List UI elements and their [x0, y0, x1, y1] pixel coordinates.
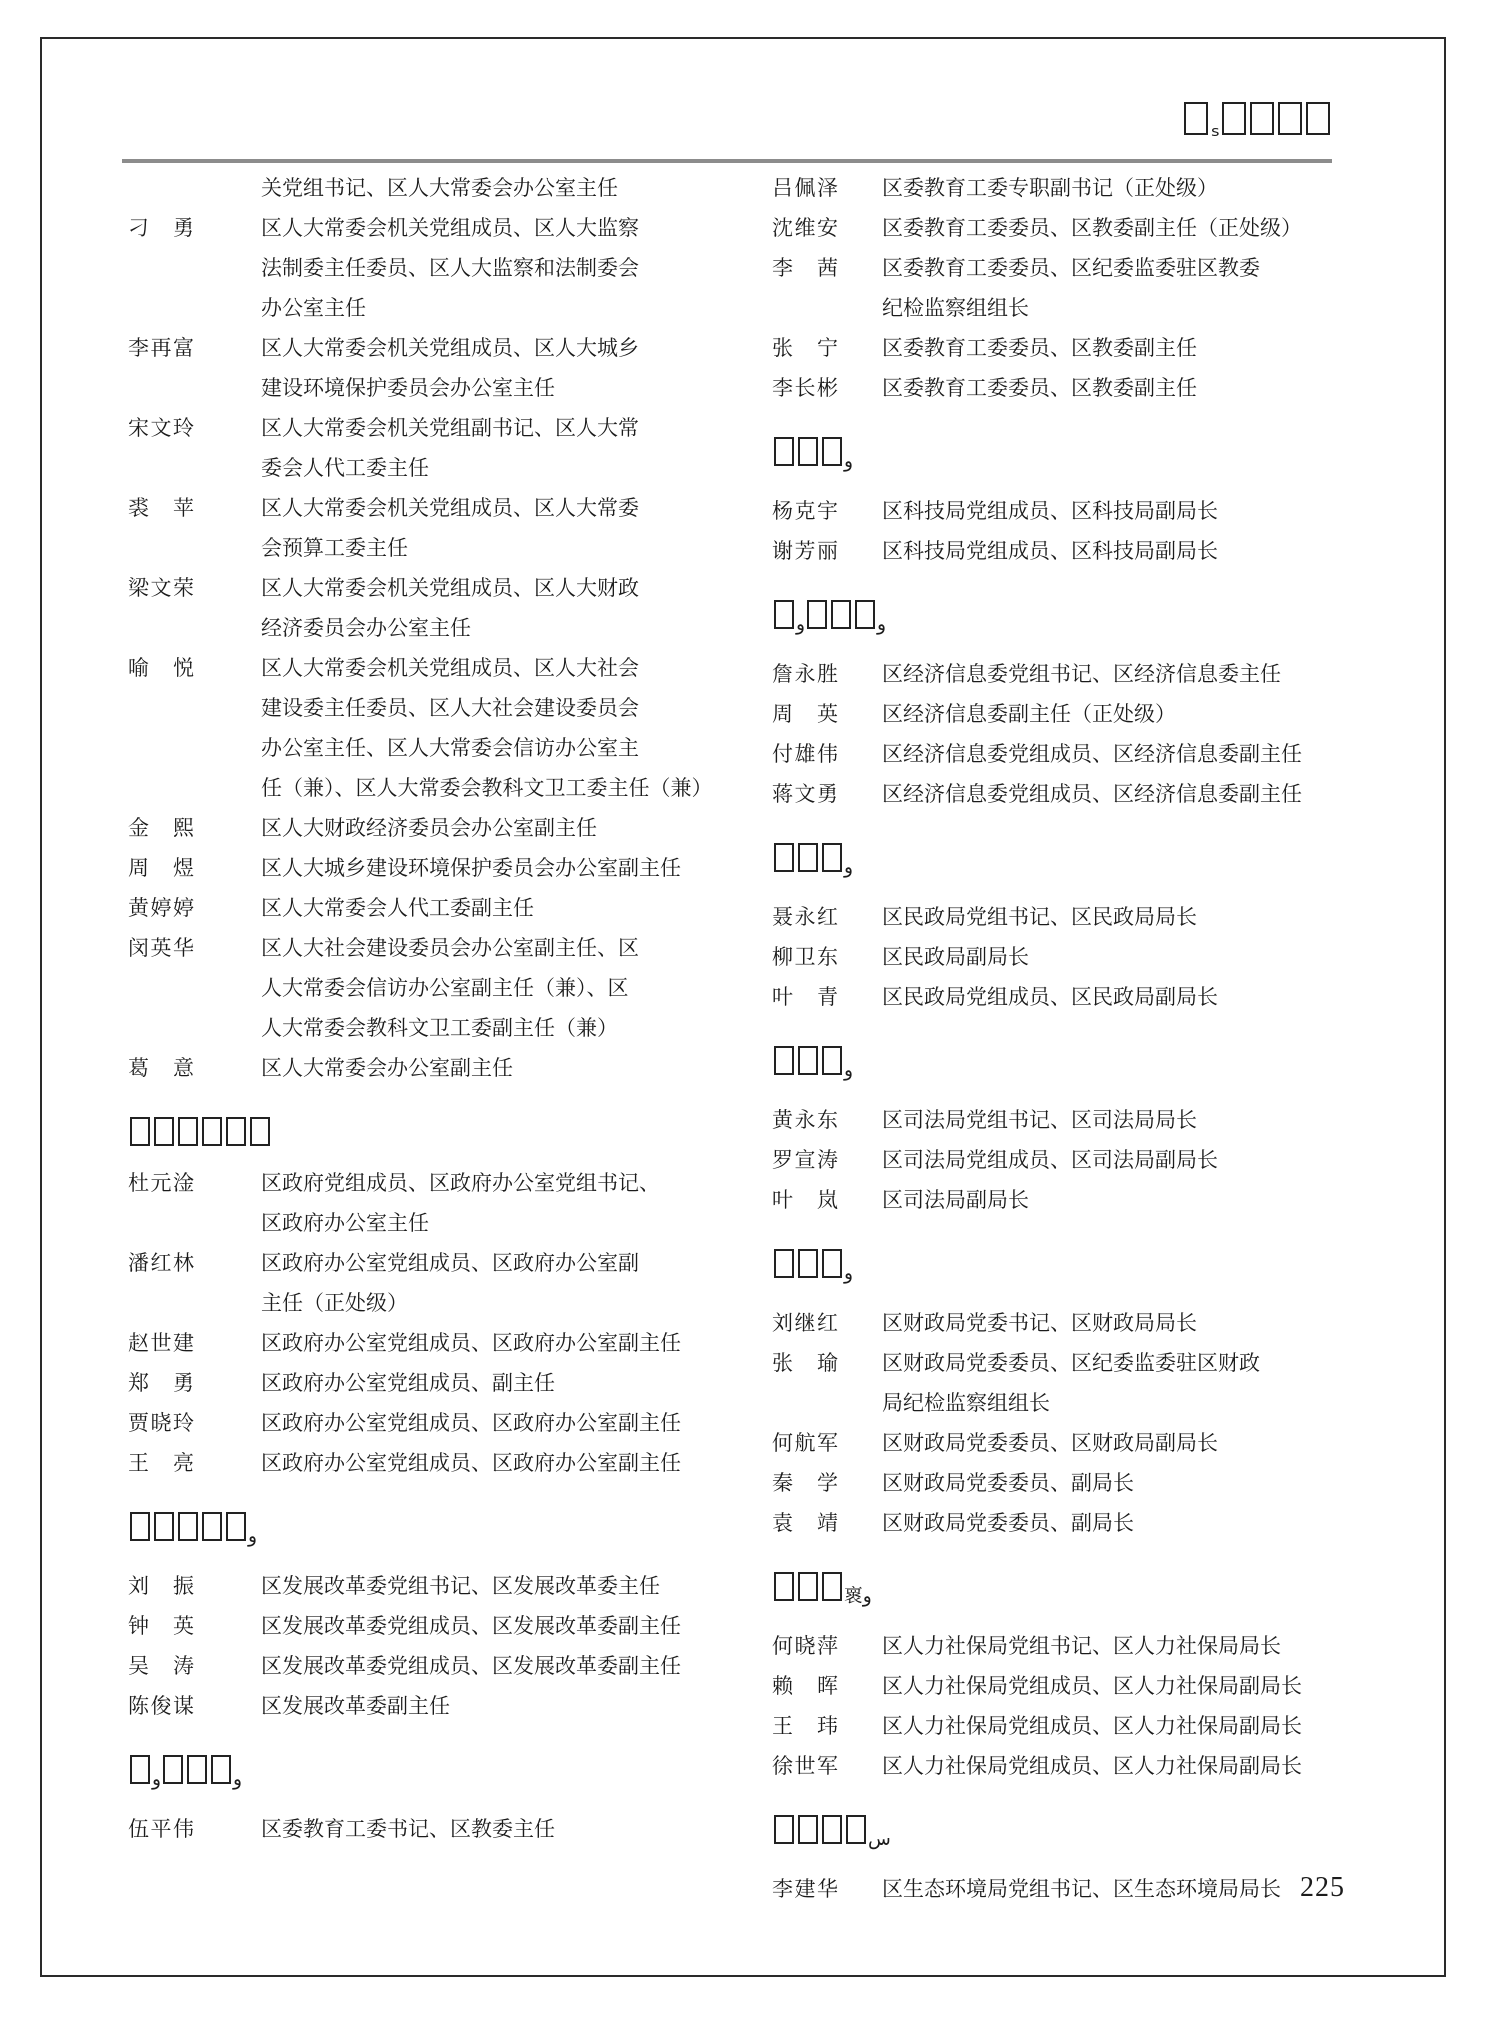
missing-glyph-box — [774, 437, 794, 466]
position-description — [261, 1243, 708, 1323]
position-description — [261, 488, 708, 568]
description-line: 纪检监察组组长 — [882, 296, 1029, 320]
person-name: 周煜 — [128, 856, 194, 880]
position-description — [261, 1443, 708, 1483]
missing-glyph-box — [831, 600, 851, 629]
description-line: 委会人代工委主任 — [261, 456, 429, 480]
position-description — [882, 1180, 1372, 1220]
person-name: 蒋文勇 — [772, 782, 838, 806]
missing-glyph-box — [154, 1117, 174, 1146]
position-description — [261, 1363, 708, 1403]
missing-glyph-box — [798, 843, 818, 872]
directory-entry — [128, 568, 708, 648]
person-name: 梁文荣 — [128, 576, 194, 600]
missing-glyph-box — [774, 1249, 794, 1278]
missing-glyph-box — [226, 1117, 246, 1146]
person-name: 秦学 — [772, 1471, 838, 1495]
person-name: 赵世建 — [128, 1331, 194, 1355]
description-line: 区人大城乡建设环境保护委员会办公室副主任 — [261, 856, 681, 880]
directory-entry — [772, 977, 1372, 1017]
description-line: 区人大常委会办公室副主任 — [261, 1056, 513, 1080]
person-name: 周英 — [772, 702, 838, 726]
description-line: 区人力社保局党组成员、区人力社保局副局长 — [882, 1754, 1302, 1778]
directory-entry — [128, 808, 708, 848]
description-line: 区民政局副局长 — [882, 945, 1029, 969]
odd-glyph: 褱 — [844, 1586, 863, 1607]
description-line: 区委教育工委委员、区纪委监委驻区教委 — [882, 256, 1260, 280]
missing-glyph-box — [798, 437, 818, 466]
person-name: 付雄伟 — [772, 742, 838, 766]
missing-glyph-box — [855, 600, 875, 629]
position-description — [261, 848, 708, 888]
position-description — [882, 1503, 1372, 1543]
directory-entry — [772, 1746, 1372, 1786]
directory-entry — [772, 897, 1372, 937]
person-name: 闵英华 — [128, 936, 194, 960]
position-description — [261, 1323, 708, 1363]
position-description — [261, 568, 708, 648]
section-header-tofu — [772, 434, 1372, 482]
person-name: 李再富 — [128, 336, 194, 360]
person-name: 杨克宇 — [772, 499, 838, 523]
page-number: 225 — [1300, 1872, 1345, 1903]
person-name: 李茜 — [772, 256, 838, 280]
position-description — [261, 808, 708, 848]
directory-entry — [772, 368, 1372, 408]
directory-entry — [772, 531, 1372, 571]
directory-entry — [128, 1686, 708, 1726]
person-name: 钟英 — [128, 1614, 194, 1638]
header-rule — [122, 159, 1332, 163]
description-line: 区发展改革委副主任 — [261, 1694, 450, 1718]
directory-entry — [128, 208, 708, 328]
missing-glyph-box — [822, 843, 842, 872]
directory-entry — [128, 328, 708, 408]
person-name: 金熙 — [128, 816, 194, 840]
description-line: 区发展改革委党组成员、区发展改革委副主任 — [261, 1614, 681, 1638]
section-header-tofu — [128, 1114, 708, 1154]
description-line: 区人大常委会机关党组成员、区人大常委 — [261, 496, 639, 520]
directory-entry — [128, 648, 713, 808]
odd-glyph: و — [844, 857, 854, 878]
odd-glyph: و — [862, 1586, 872, 1607]
section-header-tofu — [128, 1509, 708, 1557]
description-line: 法制委主任委员、区人大监察和法制委会 — [261, 256, 639, 280]
description-line: 区经济信息委副主任（正处级） — [882, 702, 1176, 726]
directory-entry — [772, 1666, 1372, 1706]
directory-entry — [772, 1100, 1372, 1140]
description-line: 区委教育工委书记、区教委主任 — [261, 1817, 555, 1841]
description-line: 任（兼）、区人大常委会教科文卫工委主任（兼） — [261, 776, 713, 800]
directory-entry — [128, 1606, 708, 1646]
description-line: 区经济信息委党组成员、区经济信息委副主任 — [882, 742, 1302, 766]
person-name: 郑勇 — [128, 1371, 194, 1395]
section-header-tofu — [772, 1812, 1372, 1860]
description-line: 经济委员会办公室主任 — [261, 616, 471, 640]
person-name: 张宁 — [772, 336, 838, 360]
directory-entry — [772, 937, 1372, 977]
odd-glyph: س — [868, 1829, 891, 1850]
directory-entry — [128, 888, 708, 928]
description-line: 区民政局党组成员、区民政局副局长 — [882, 985, 1218, 1009]
directory-entry — [772, 491, 1372, 531]
missing-glyph-box — [774, 1815, 794, 1844]
description-line: 区生态环境局党组书记、区生态环境局局长 — [882, 1877, 1281, 1901]
directory-entry — [128, 928, 708, 1048]
position-description — [882, 491, 1372, 531]
description-line: 区政府办公室党组成员、区政府办公室副主任 — [261, 1411, 681, 1435]
description-line: 区政府办公室党组成员、副主任 — [261, 1371, 555, 1395]
description-line: 区人力社保局党组成员、区人力社保局副局长 — [882, 1714, 1302, 1738]
position-description — [261, 1606, 708, 1646]
description-line: 区发展改革委党组成员、区发展改革委副主任 — [261, 1654, 681, 1678]
directory-entry — [128, 1323, 708, 1363]
missing-glyph-box — [798, 1046, 818, 1075]
directory-entry — [128, 488, 708, 568]
person-name: 喻悦 — [128, 656, 194, 680]
section-header-tofu — [772, 597, 1372, 645]
person-name: 李长彬 — [772, 376, 838, 400]
person-name: 张瑜 — [772, 1351, 838, 1375]
description-line: 区科技局党组成员、区科技局副局长 — [882, 499, 1218, 523]
section-header-tofu — [772, 1569, 1372, 1617]
missing-glyph-box — [774, 1572, 794, 1601]
directory-entry — [772, 1303, 1372, 1343]
description-line: 区人大常委会机关党组成员、区人大社会 — [261, 656, 639, 680]
missing-glyph-box — [202, 1512, 222, 1541]
position-description — [261, 208, 708, 328]
description-line: 区人大财政经济委员会办公室副主任 — [261, 816, 597, 840]
person-name: 陈俊谋 — [128, 1694, 194, 1718]
odd-glyph: و — [844, 1263, 854, 1284]
position-description — [882, 1746, 1372, 1786]
directory-entry — [772, 1706, 1372, 1746]
position-description — [261, 1163, 708, 1243]
odd-glyph: و — [248, 1526, 258, 1547]
position-description — [261, 168, 708, 208]
description-line: 区人大常委会人代工委副主任 — [261, 896, 534, 920]
directory-entry — [772, 208, 1372, 248]
person-name: 聂永红 — [772, 905, 838, 929]
position-description — [882, 208, 1372, 248]
directory-entry — [772, 1503, 1372, 1543]
missing-glyph-box — [211, 1755, 231, 1784]
description-line: 区司法局党组书记、区司法局局长 — [882, 1108, 1197, 1132]
directory-entry — [772, 248, 1372, 328]
directory-entry — [128, 1403, 708, 1443]
directory-entry — [128, 1809, 708, 1849]
missing-glyph-box — [822, 437, 842, 466]
description-line: 建设委主任委员、区人大社会建设委员会 — [261, 696, 639, 720]
person-name: 叶岚 — [772, 1188, 838, 1212]
position-description — [882, 734, 1372, 774]
position-description — [261, 1048, 708, 1088]
description-line: 区人大常委会机关党组成员、区人大监察 — [261, 216, 639, 240]
description-line: 区人大常委会机关党组副书记、区人大常 — [261, 416, 639, 440]
position-description — [261, 1403, 708, 1443]
missing-glyph-box — [187, 1755, 207, 1784]
directory-entry — [772, 328, 1372, 368]
description-line: 区财政局党委委员、副局长 — [882, 1471, 1134, 1495]
missing-glyph-box — [807, 600, 827, 629]
missing-glyph-box — [1278, 102, 1302, 135]
person-name: 赖晖 — [772, 1674, 838, 1698]
description-line: 办公室主任 — [261, 296, 366, 320]
position-description — [261, 648, 713, 808]
person-name: 黄永东 — [772, 1108, 838, 1132]
position-description — [261, 928, 708, 1048]
description-line: 区政府办公室党组成员、区政府办公室副主任 — [261, 1331, 681, 1355]
directory-entry — [772, 168, 1372, 208]
directory-entry — [772, 734, 1372, 774]
position-description — [261, 1566, 708, 1606]
position-description — [882, 1706, 1372, 1746]
person-name: 贾晓玲 — [128, 1411, 194, 1435]
description-line: 人大常委会信访办公室副主任（兼）、区 — [261, 976, 629, 1000]
person-name: 刘振 — [128, 1574, 194, 1598]
missing-glyph-box — [774, 843, 794, 872]
person-name: 罗宣涛 — [772, 1148, 838, 1172]
directory-entry — [128, 1048, 708, 1088]
right-column — [772, 168, 1372, 1909]
person-name: 李建华 — [772, 1877, 838, 1901]
position-description — [882, 1666, 1372, 1706]
description-line: 局纪检监察组组长 — [882, 1391, 1050, 1415]
description-line: 区委教育工委专职副书记（正处级） — [882, 176, 1218, 200]
person-name: 袁靖 — [772, 1511, 838, 1535]
position-description — [882, 774, 1372, 814]
section-header-tofu — [772, 1246, 1372, 1294]
directory-entry — [128, 1646, 708, 1686]
missing-glyph-box — [822, 1572, 842, 1601]
description-line: 区委教育工委委员、区教委副主任 — [882, 336, 1197, 360]
description-line: 主任（正处级） — [261, 1291, 408, 1315]
directory-entry — [128, 408, 708, 488]
directory-entry — [772, 654, 1372, 694]
position-description — [882, 168, 1372, 208]
description-line: 区人力社保局党组书记、区人力社保局局长 — [882, 1634, 1281, 1658]
person-name: 刁勇 — [128, 216, 194, 240]
missing-glyph-box — [846, 1815, 866, 1844]
person-name: 徐世军 — [772, 1754, 838, 1778]
missing-glyph-box — [822, 1046, 842, 1075]
person-name: 谢芳丽 — [772, 539, 838, 563]
odd-glyph: و — [844, 1060, 854, 1081]
missing-glyph-box — [226, 1512, 246, 1541]
description-line: 区财政局党委委员、区财政局副局长 — [882, 1431, 1218, 1455]
position-description — [882, 328, 1372, 368]
section-header-tofu — [128, 1752, 708, 1800]
description-line: 人大常委会教科文卫工委副主任（兼） — [261, 1016, 618, 1040]
directory-entry — [772, 1626, 1372, 1666]
description-line: 区人大常委会机关党组成员、区人大财政 — [261, 576, 639, 600]
description-line: 区科技局党组成员、区科技局副局长 — [882, 539, 1218, 563]
missing-glyph-box — [202, 1117, 222, 1146]
person-name: 叶青 — [772, 985, 838, 1009]
position-description — [882, 654, 1372, 694]
odd-glyph: و — [152, 1769, 162, 1790]
position-description — [882, 897, 1372, 937]
description-line: 区政府办公室党组成员、区政府办公室副 — [261, 1251, 639, 1275]
position-description — [882, 694, 1372, 734]
description-line: 区经济信息委党组成员、区经济信息委副主任 — [882, 782, 1302, 806]
person-name: 吕佩泽 — [772, 176, 838, 200]
description-line: 区司法局副局长 — [882, 1188, 1029, 1212]
missing-glyph-box — [1222, 102, 1246, 135]
description-line: 区政府党组成员、区政府办公室党组书记、 — [261, 1171, 660, 1195]
directory-entry — [128, 1243, 708, 1323]
odd-glyph: ₛ — [1210, 113, 1220, 143]
continued-entry — [128, 168, 708, 208]
odd-glyph: و — [877, 614, 887, 635]
directory-entry — [128, 1566, 708, 1606]
description-line: 会预算工委主任 — [261, 536, 408, 560]
section-header-tofu — [772, 840, 1372, 888]
description-line: 区委教育工委委员、区教委副主任 — [882, 376, 1197, 400]
person-name: 宋文玲 — [128, 416, 194, 440]
description-line: 区人力社保局党组成员、区人力社保局副局长 — [882, 1674, 1302, 1698]
person-name: 杜元淦 — [128, 1171, 194, 1195]
directory-entry — [772, 1140, 1372, 1180]
directory-entry — [772, 1180, 1372, 1220]
person-name: 柳卫东 — [772, 945, 838, 969]
directory-entry — [772, 774, 1372, 814]
person-name: 葛意 — [128, 1056, 194, 1080]
directory-entry — [772, 1463, 1372, 1503]
missing-glyph-box — [798, 1572, 818, 1601]
directory-entry — [128, 1363, 708, 1403]
missing-glyph-box — [250, 1117, 270, 1146]
missing-glyph-box — [822, 1815, 842, 1844]
description-line: 建设环境保护委员会办公室主任 — [261, 376, 555, 400]
description-line: 区发展改革委党组书记、区发展改革委主任 — [261, 1574, 660, 1598]
missing-glyph-box — [130, 1512, 150, 1541]
position-description — [882, 1343, 1372, 1423]
person-name: 刘继红 — [772, 1311, 838, 1335]
position-description — [882, 1140, 1372, 1180]
odd-glyph: و — [233, 1769, 243, 1790]
odd-glyph: و — [796, 614, 806, 635]
description-line: 区委教育工委委员、区教委副主任（正处级） — [882, 216, 1302, 240]
position-description — [261, 328, 708, 408]
missing-glyph-box — [798, 1815, 818, 1844]
missing-glyph-box — [774, 1046, 794, 1075]
page-header-title-tofu — [1040, 102, 1332, 143]
person-name: 吴涛 — [128, 1654, 194, 1678]
person-name: 王亮 — [128, 1451, 194, 1475]
missing-glyph-box — [1184, 102, 1208, 135]
position-description — [882, 977, 1372, 1017]
description-line: 区经济信息委党组书记、区经济信息委主任 — [882, 662, 1281, 686]
missing-glyph-box — [178, 1117, 198, 1146]
position-description — [882, 1626, 1372, 1666]
description-line: 区财政局党委委员、副局长 — [882, 1511, 1134, 1535]
position-description — [882, 1303, 1372, 1343]
description-line: 区人大常委会机关党组成员、区人大城乡 — [261, 336, 639, 360]
person-name: 潘红林 — [128, 1251, 194, 1275]
missing-glyph-box — [163, 1755, 183, 1784]
description-line: 区财政局党委委员、区纪委监委驻区财政 — [882, 1351, 1260, 1375]
section-header-tofu — [772, 1043, 1372, 1091]
position-description — [261, 1809, 708, 1849]
directory-entry — [772, 1343, 1372, 1423]
position-description — [882, 368, 1372, 408]
position-description — [882, 1463, 1372, 1503]
person-name: 伍平伟 — [128, 1817, 194, 1841]
position-description — [882, 531, 1372, 571]
missing-glyph-box — [822, 1249, 842, 1278]
person-name: 何晓萍 — [772, 1634, 838, 1658]
position-description — [882, 937, 1372, 977]
description-line: 办公室主任、区人大常委会信访办公室主 — [261, 736, 639, 760]
description-line: 区司法局党组成员、区司法局副局长 — [882, 1148, 1218, 1172]
odd-glyph: و — [844, 451, 854, 472]
person-name: 黄婷婷 — [128, 896, 194, 920]
missing-glyph-box — [774, 600, 794, 629]
description-line: 区民政局党组书记、区民政局局长 — [882, 905, 1197, 929]
directory-entry — [772, 694, 1372, 734]
missing-glyph-box — [1306, 102, 1330, 135]
position-description — [261, 1646, 708, 1686]
position-description — [261, 408, 708, 488]
description-line: 区财政局党委书记、区财政局局长 — [882, 1311, 1197, 1335]
person-name: 裘苹 — [128, 496, 194, 520]
description-line: 区政府办公室党组成员、区政府办公室副主任 — [261, 1451, 681, 1475]
missing-glyph-box — [154, 1512, 174, 1541]
position-description — [261, 1686, 708, 1726]
missing-glyph-box — [1250, 102, 1274, 135]
missing-glyph-box — [178, 1512, 198, 1541]
left-column — [128, 168, 713, 1849]
description-line: 关党组书记、区人大常委会办公室主任 — [261, 176, 618, 200]
position-description — [882, 1100, 1372, 1140]
missing-glyph-box — [130, 1117, 150, 1146]
directory-entry — [128, 1443, 708, 1483]
person-name: 沈维安 — [772, 216, 838, 240]
position-description — [882, 248, 1372, 328]
person-name: 王玮 — [772, 1714, 838, 1738]
description-line: 区政府办公室主任 — [261, 1211, 429, 1235]
missing-glyph-box — [798, 1249, 818, 1278]
position-description — [261, 888, 708, 928]
directory-entry — [772, 1423, 1372, 1463]
description-line: 区人大社会建设委员会办公室副主任、区 — [261, 936, 639, 960]
directory-entry — [128, 1163, 708, 1243]
person-name: 詹永胜 — [772, 662, 838, 686]
directory-entry — [128, 848, 708, 888]
position-description — [882, 1423, 1372, 1463]
missing-glyph-box — [130, 1755, 150, 1784]
person-name: 何航军 — [772, 1431, 838, 1455]
